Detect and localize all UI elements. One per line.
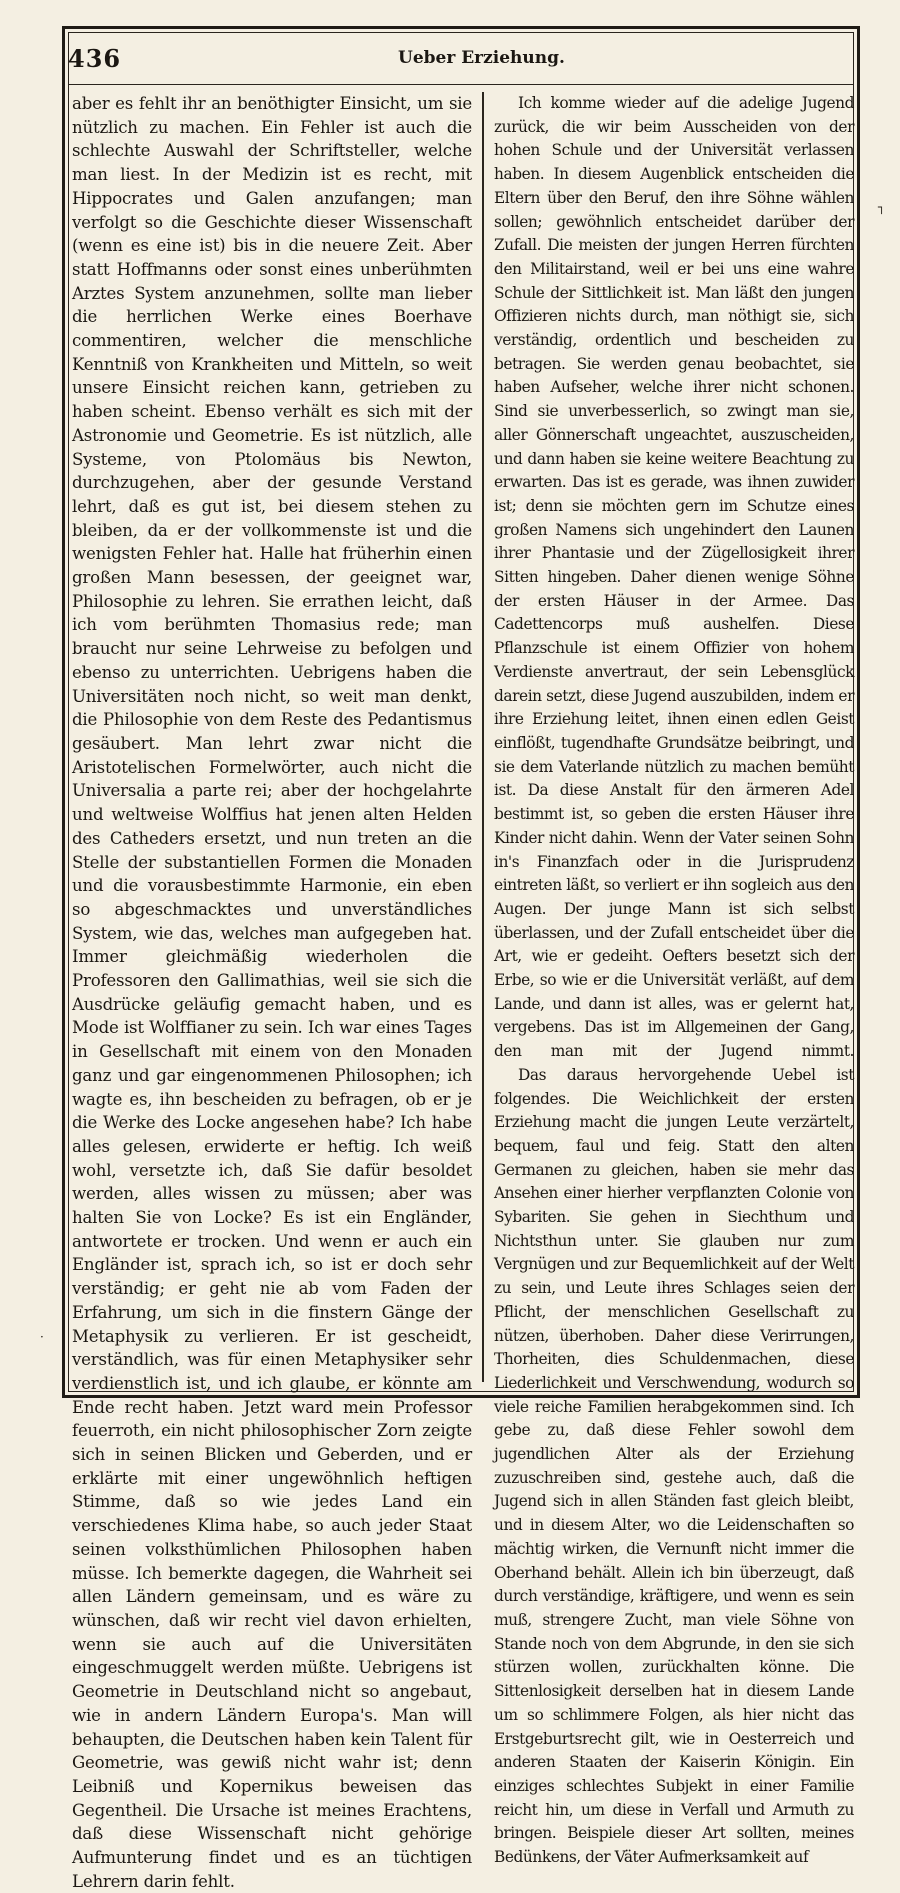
page-number: 436 (68, 44, 122, 73)
paragraph: Das daraus hervorgehende Uebel ist folgendes. Die Weichlichkeit der ersten Erziehung macht die jungen Leute verzärtelt, bequem, faul und feig. Statt den alten Germanen zu gleichen, haben sie mehr das Ansehen einer hierher verpflanzten Colonie von Sybariten. Sie gehen in Siechthum und Nichtsthun unter. Sie glauben nur zum Vergnügen und zur Bequemlichkeit auf der Welt zu sein, und Leute ihres Schlages seien der Pflicht, der menschlichen Gesellschaft zu nützen, überhoben. Daher diese Verirrungen, Thorheiten, dies Schuldenmachen, diese Liederlichkeit und Verschwendung, wodurch so viele reiche Familien herabgekommen sind. Ich gebe zu, daß diese Fehler sowohl dem jugendlichen Alter als der Erziehung zuzuschreiben sind, gestehe auch, daß die Jugend sich in allen Ständen fast gleich bleibt, und in diesem Alter, wo die Leidenschaften so mächtig wirken, die Vernunft nicht immer die Oberhand behält. Allein ich bin überzeugt, daß durch verständige, kräftigere, und wenn es sein muß, strengere Zucht, man viele Söhne von Stande noch von dem Abgrunde, in den sie sich stürzen wollen, zurückhalten könne. Die Sittenlosigkeit derselben hat in diesem Lande um so schlimmere Folgen, als hier nicht das Erstgeburtsrecht gilt, wie in Oesterreich und anderen Staaten der Kaiserin Königin. Ein einziges schlechtes Subjekt in einer Familie reicht hin, um diese in Verfall und Armuth zu bringen. Beispiele dieser Art sollten, meines Bedünkens, der Väter Aufmerksamkeit auf (494, 1065, 854, 1867)
page-header (68, 40, 854, 85)
column-divider (482, 92, 484, 1382)
paragraph: Ich komme wieder auf die adelige Jugend zurück, die wir beim Ausscheiden von der hohen Schule und der Universität verlassen haben. In diesem Augenblick entscheiden die Eltern über den Beruf, den ihre Söhne wählen sollen; gewöhnlich entscheidet darüber der Zufall. Die meisten der jungen Herren fürchten den Militairstand, weil er bei uns eine wahre Schule der Sittlichkeit ist. Man läßt den jungen Offizieren nichts durch, man nöthigt sie, sich verständig, ordentlich und bescheiden zu betragen. Sie werden genau beobachtet, sie haben Aufseher, welche ihrer nicht schonen. Sind sie unverbesserlich, so zwingt man sie, aller Gönnerschaft ungeachtet, auszuscheiden, und dann haben sie keine weitere Beachtung zu erwarten. Das ist es gerade, was ihnen zuwider ist; denn sie möchten gern im Schutze eines großen Namens sich ungehindert den Launen ihrer Phantasie und der Zügellosigkeit ihrer Sitten hingeben. Daher dienen wenige Söhne der ersten Häuser in der Armee. Das Cadettencorps muß aushelfen. Diese Pflanzschule ist einem Offizier von hohem Verdienste anvertraut, der sein Lebensglück darein setzt, diese Jugend auszubilden, indem er ihre Erziehung leitet, ihnen einen edlen Geist einflößt, tugendhafte Grundsätze beibringt, und sie dem Vaterlande nützlich zu machen bemüht ist. Da diese Anstalt für den ärmeren Adel bestimmt ist, so geben die ersten Häuser ihre Kinder nicht dahin. Wenn der Vater seinen Sohn in's Finanzfach oder in die Jurisprudenz eintreten läßt, so verliert er ihn sogleich aus den Augen. Der junge Mann ist sich selbst überlassen, und der Zufall entscheidet über die Art, wie er gedeiht. Oefters besetzt sich der Erbe, so wie er die Universität verläßt, auf dem Lande, und dann ist alles, was er gelernt hat, vergebens. Das ist im Allgemeinen der Gang, den man mit der Jugend nimmt. (494, 94, 854, 1061)
running-head: Ueber Erziehung. (398, 48, 565, 68)
margin-tick-mark: ┐ (878, 200, 886, 214)
paragraph: aber es fehlt ihr an benöthigter Einsicht, um sie nützlich zu machen. Ein Fehler ist auch die schlechte Auswahl der Schriftsteller, welche man liest. In der Medizin ist es recht, mit Hippocrates und Galen anzufangen; man verfolgt so die Geschichte dieser Wissenschaft (wenn es eine ist) bis in die neuere Zeit. Aber statt Hoffmanns oder sonst eines unberühmten Arztes System anzunehmen, sollte man lieber die herrlichen Werke eines Boerhave commentiren, welcher die menschliche Kenntniß von Krankheiten und Mitteln, so weit unsere Einsicht reichen kann, getrieben zu haben scheint. Ebenso verhält es sich mit der Astronomie und Geometrie. Es ist nützlich, alle Systeme, von Ptolomäus bis Newton, durchzugehen, aber der gesunde Verstand lehrt, daß es gut ist, bei diesem stehen zu bleiben, da er der vollkommenste ist und die wenigsten Fehler hat. Halle hat früherhin einen großen Mann besessen, der geeignet war, Philosophie zu lehren. Sie errathen leicht, daß ich vom berühmten Thomasius rede; man braucht nur seine Lehrweise zu befolgen und ebenso zu unterrichten. Uebrigens haben die Universitäten noch nicht, so weit man denkt, die Philosophie von dem Reste des Pedantismus gesäubert. Man lehrt zwar nicht die Aristotelischen Formelwörter, auch nicht die Universalia a parte rei; aber der hochgelahrte und weltweise Wolffius hat jenen alten Helden des Catheders ersetzt, und nun treten an die Stelle der substantiellen Formen die Monaden und die vorausbestimmte Harmonie, ein eben so abgeschmacktes und unverständliches System, wie das, welches man aufgegeben hat. Immer gleichmäßig wiederholen die Professoren den Gallimathias, weil sie sich die Ausdrücke geläufig gemacht haben, und es Mode ist Wolffianer zu sein. Ich war eines Tages in Gesellschaft mit einem von den Monaden ganz und gar eingenommenen Philosophen; ich wagte es, ihn bescheiden zu befragen, ob er je die Werke des Locke angesehen habe? Ich habe alles gelesen, erwiderte er heftig. Ich weiß wohl, versetzte ich, daß Sie dafür besoldet werden, alles wissen zu müssen; aber was halten Sie von Locke? Es ist ein Engländer, antwortete er trocken. Und wenn er auch ein Engländer ist, sprach ich, so ist er doch sehr verständig; er geht nie ab vom Faden der Erfahrung, um sich in die finstern Gänge der Metaphysik zu verlieren. Er ist gescheidt, verständlich, was für einen Metaphysiker sehr verdienstlich ist, und ich glaube, er könnte am Ende recht haben. Jetzt ward mein Professor feuerroth, ein nicht philosophischer Zorn zeigte sich in seinen Blicken und Geberden, und er erklärte mit einer ungewöhnlich heftigen Stimme, daß so wie jedes Land ein verschiedenes Klima habe, so auch jeder Staat seinen volksthümlichen Philosophen haben müsse. Ich bemerkte dagegen, die Wahrheit sei allen Ländern gemeinsam, und es wäre zu wünschen, daß wir recht viel davon erhielten, wenn sie auch auf die Universitäten eingeschmuggelt werden müßte. Uebrigens ist Geometrie in Deutschland nicht so angebaut, wie in andern Ländern Europa's. Man will behaupten, die Deutschen haben kein Talent für Geometrie, was gewiß nicht wahr ist; denn Leibniß und Kopernikus beweisen das Gegentheil. Die Ursache ist meines Erachtens, daß diese Wissenschaft nicht gehörige Aufmunterung findet und es an tüchtigen Lehrern darin fehlt. (72, 94, 472, 1891)
margin-dot-mark: · (40, 1330, 44, 1344)
right-column (494, 92, 854, 1867)
left-column (72, 92, 472, 1891)
